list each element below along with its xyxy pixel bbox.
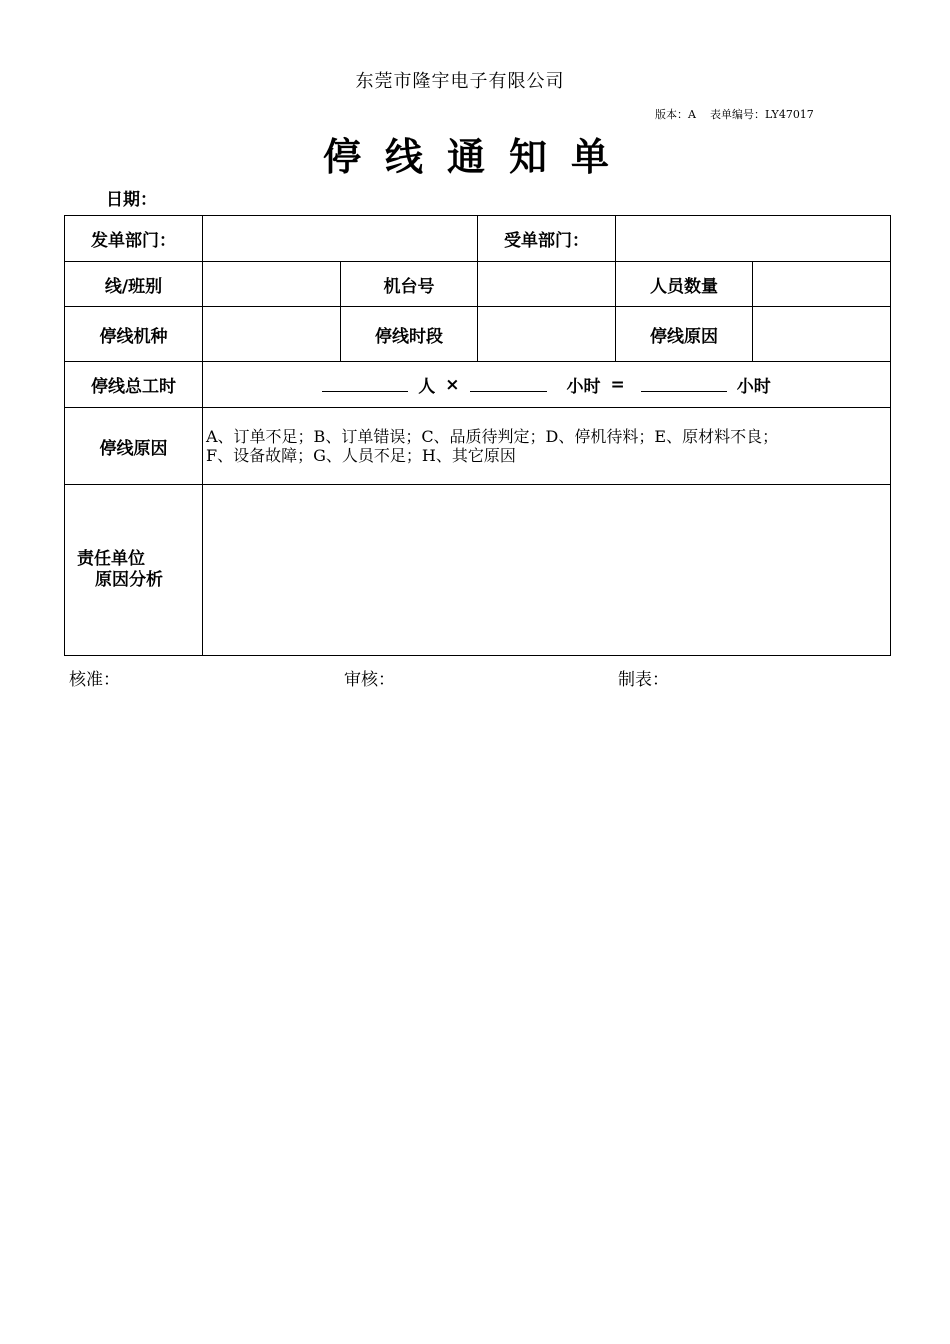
machine-no-field[interactable] [478,262,616,307]
table-row [65,216,891,262]
responsibility-label-line-1: 责任单位 [77,549,145,569]
stop-model-label: 停线机种 [65,307,203,362]
responsibility-label [65,485,203,656]
reasons-line-2: F、设备故障；G、人员不足；H、其它原因 [206,446,516,465]
receiving-dept-field[interactable] [616,216,891,262]
date-label: 日期： [106,190,157,210]
receiving-dept-label: 受单部门： [478,216,616,262]
machine-no-label: 机台号 [341,262,478,307]
line-field[interactable] [203,262,341,307]
table-row [65,362,891,408]
staff-count-label: 人员数量 [616,262,753,307]
person-unit: 人 [418,377,436,397]
total-hours-blank[interactable] [641,377,727,392]
hour-result-unit: 小时 [736,377,771,397]
times-sign: × [445,374,460,395]
table-row [65,408,891,485]
stop-period-field[interactable] [478,307,616,362]
issuing-dept-label: 发单部门： [65,216,203,262]
person-count-blank[interactable] [322,377,408,392]
hour-unit: 小时 [566,377,601,397]
form-number: 表单编号：LY47017 [709,108,814,121]
stop-model-field[interactable] [203,307,341,362]
stop-period-label: 停线时段 [341,307,478,362]
form-meta [655,106,828,122]
stop-reason-field-short[interactable] [753,307,891,362]
table-row [65,307,891,362]
total-hours-formula [203,362,891,408]
responsibility-label-line-2: 原因分析 [95,570,163,590]
staff-count-field[interactable] [753,262,891,307]
stop-reason-label-short: 停线原因 [616,307,753,362]
stop-line-form-table [64,215,891,656]
responsibility-analysis-field[interactable] [203,485,891,656]
issuing-dept-field[interactable] [203,216,478,262]
prepare-label: 制表： [618,670,669,690]
stop-reason-options [203,408,891,485]
hours-blank[interactable] [470,377,547,392]
reasons-line-1: A、订单不足；B、订单错误；C、品质待判定；D、停机待料；E、原材料不良； [206,427,779,446]
stop-reason-label: 停线原因 [65,408,203,485]
equals-sign: = [610,374,625,395]
company-name: 东莞市隆宇电子有限公司 [355,71,565,92]
total-hours-label: 停线总工时 [65,362,203,408]
form-title: 停线通知单 [322,135,633,179]
version-label: 版本：A [655,108,696,121]
line-label: 线/班别 [65,262,203,307]
table-row [65,262,891,307]
approve-label: 核准： [69,670,120,690]
review-label: 审核： [344,670,395,690]
table-row [65,485,891,656]
